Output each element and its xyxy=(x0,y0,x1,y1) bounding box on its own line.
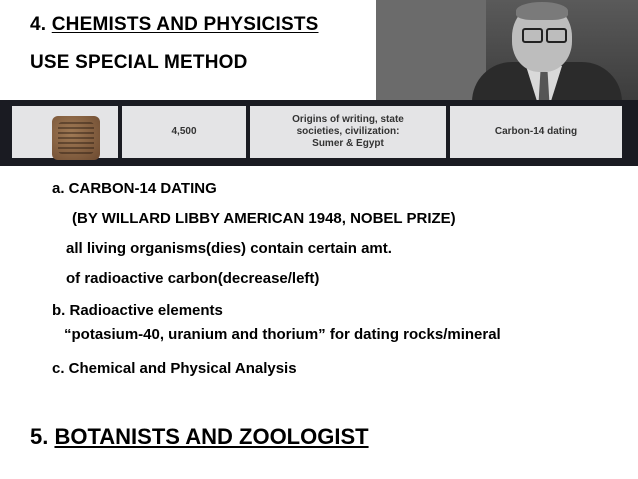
heading-title: BOTANISTS AND ZOOLOGIST xyxy=(54,424,369,449)
item-a-title: a. CARBON-14 DATING xyxy=(52,180,217,197)
origins-line-1: Origins of writing, state xyxy=(292,114,404,125)
item-c-title: c. Chemical and Physical Analysis xyxy=(52,360,297,377)
item-a-sub: (BY WILLARD LIBBY AMERICAN 1948, NOBEL PRIZE) xyxy=(72,210,456,227)
item-a-line-1: all living organisms(dies) contain certain amt. xyxy=(66,240,392,257)
item-b-line: “potasium-40, uranium and thorium” for dating rocks/mineral xyxy=(64,326,501,343)
item-b-title: b. Radioactive elements xyxy=(52,302,223,319)
scientist-photo xyxy=(376,0,638,108)
heading-title: CHEMISTS AND PHYSICISTS xyxy=(51,14,319,35)
origins-line-2: societies, civilization: xyxy=(296,126,400,137)
method-label: Carbon-14 dating xyxy=(494,126,578,137)
method-cell xyxy=(450,106,622,158)
heading-number: 5. xyxy=(30,424,55,449)
clay-tablet-image xyxy=(52,116,100,160)
heading-botanists xyxy=(30,424,369,450)
heading-chemists xyxy=(30,14,319,36)
tablet-cell xyxy=(12,106,118,158)
timeline-strip xyxy=(0,100,638,166)
item-a-line-2: of radioactive carbon(decrease/left) xyxy=(66,270,320,287)
year-cell xyxy=(122,106,246,158)
heading-subline: USE SPECIAL METHOD xyxy=(30,52,248,73)
heading-number: 4. xyxy=(30,14,52,35)
year-label: 4,500 xyxy=(171,126,197,137)
origins-line-3: Sumer & Egypt xyxy=(312,138,384,149)
origins-cell xyxy=(250,106,446,158)
